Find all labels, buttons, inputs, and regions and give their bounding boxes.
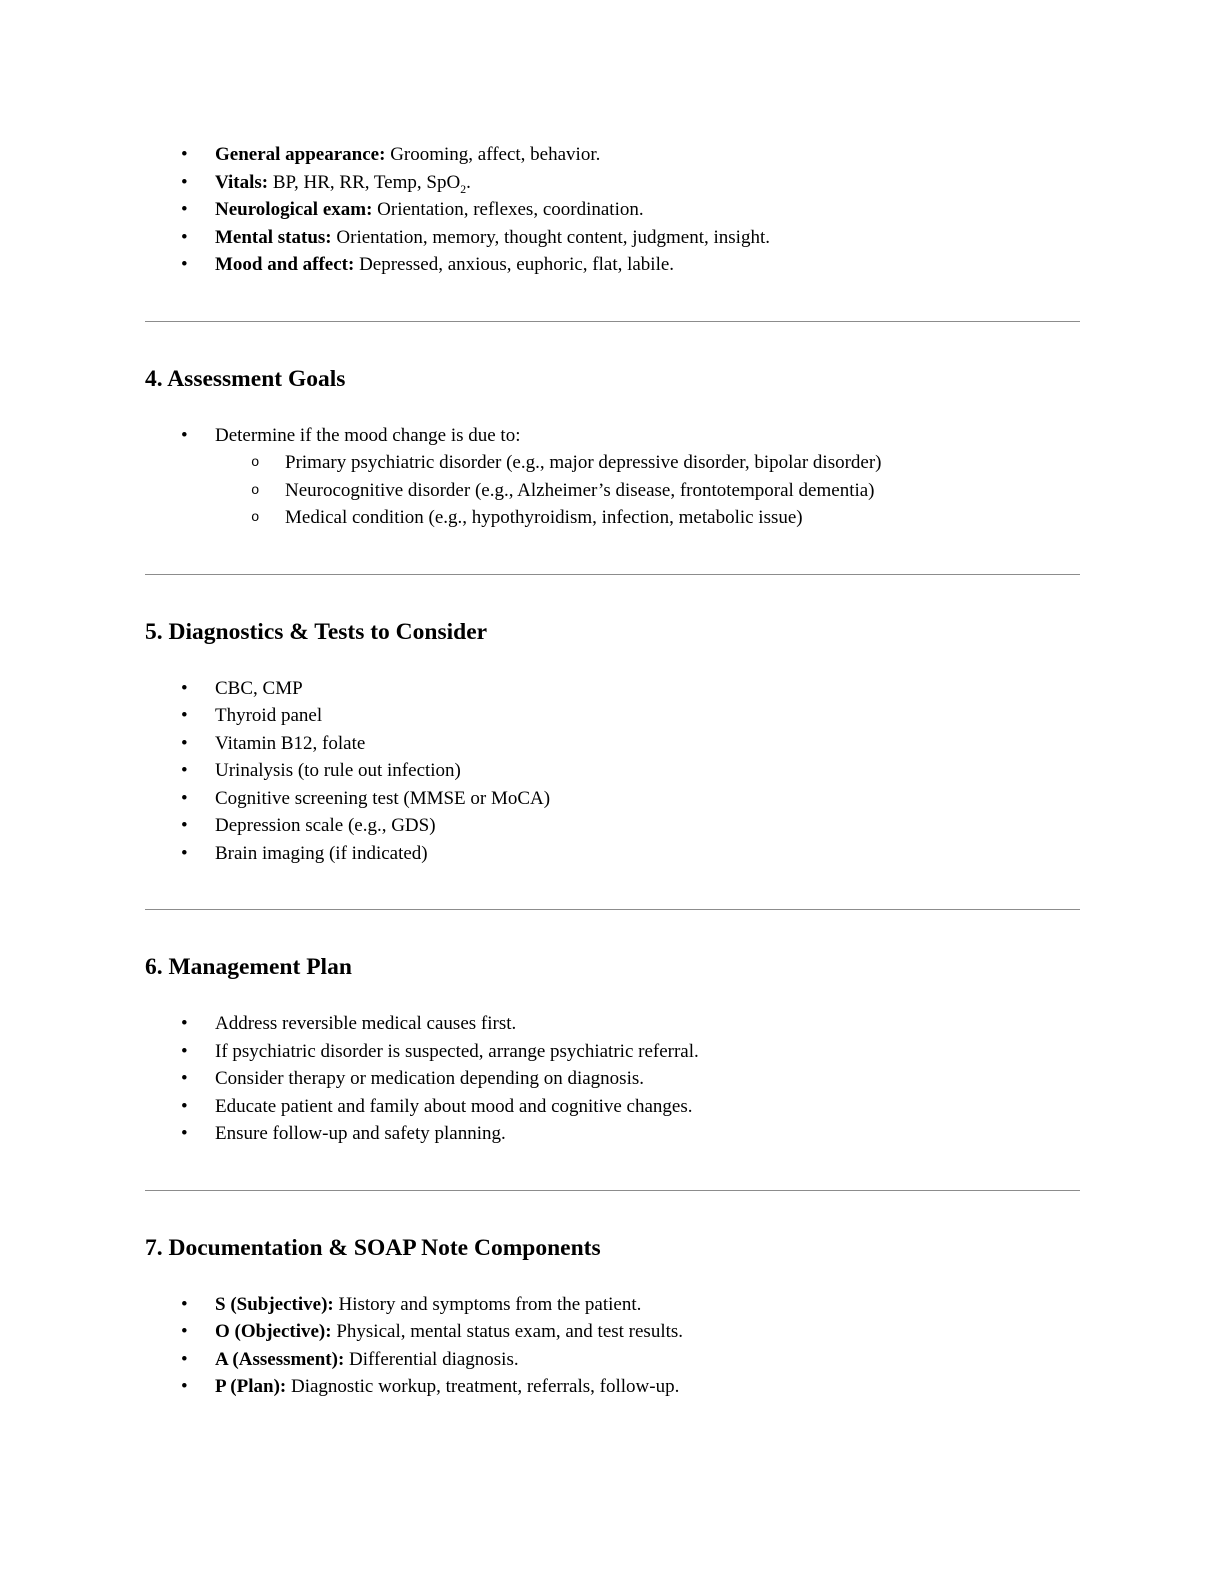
item-label: Mood and affect: bbox=[215, 254, 355, 275]
list-item bbox=[145, 1120, 1080, 1148]
item-text: Cognitive screening test (MMSE or MoCA) bbox=[215, 787, 551, 809]
item-subscript: 2 bbox=[460, 182, 467, 196]
item-label: General appearance: bbox=[215, 144, 386, 165]
item-text-after: . bbox=[466, 171, 471, 193]
item-text: CBC, CMP bbox=[215, 677, 303, 699]
item-label: P (Plan): bbox=[215, 1376, 287, 1397]
item-text: Educate patient and family about mood and cognitive changes. bbox=[215, 1095, 693, 1117]
section-heading-documentation-soap: 7. Documentation & SOAP Note Components bbox=[145, 1234, 601, 1261]
item-text: Physical, mental status exam, and test results. bbox=[331, 1321, 684, 1342]
section-heading-diagnostics: 5. Diagnostics & Tests to Consider bbox=[145, 618, 488, 645]
item-label: Neurological exam: bbox=[215, 199, 373, 220]
item-text: Urinalysis (to rule out infection) bbox=[215, 760, 461, 781]
list-item bbox=[145, 196, 1080, 224]
sub-list-item bbox=[215, 477, 1080, 505]
divider bbox=[145, 574, 1080, 575]
management-plan-list bbox=[145, 1010, 1080, 1148]
item-text: Neurocognitive disorder (e.g., Alzheimer’s disease, frontotemporal dementia) bbox=[285, 479, 875, 501]
item-text: Orientation, memory, thought content, judgment, insight. bbox=[331, 226, 770, 248]
divider bbox=[145, 1190, 1080, 1191]
sub-list-item bbox=[215, 449, 1080, 477]
item-text: Orientation, reflexes, coordination. bbox=[372, 199, 644, 220]
list-item bbox=[145, 422, 1080, 532]
list-item bbox=[145, 1038, 1080, 1066]
item-text: Address reversible medical causes first. bbox=[215, 1013, 517, 1034]
item-text: History and symptoms from the patient. bbox=[333, 1293, 642, 1315]
list-item bbox=[145, 675, 1080, 703]
list-item bbox=[145, 224, 1080, 252]
item-text: Consider therapy or medication depending on diagnosis. bbox=[215, 1068, 644, 1089]
list-item bbox=[145, 169, 1080, 197]
item-text: Brain imaging (if indicated) bbox=[215, 842, 428, 864]
list-item bbox=[145, 1373, 1080, 1401]
item-text: Vitamin B12, folate bbox=[215, 732, 366, 754]
item-text: Ensure follow-up and safety planning. bbox=[215, 1123, 506, 1144]
list-item bbox=[145, 730, 1080, 758]
item-label: O (Objective): bbox=[215, 1321, 332, 1342]
list-item bbox=[145, 141, 1080, 169]
section-heading-management-plan: 6. Management Plan bbox=[145, 954, 352, 980]
divider bbox=[145, 909, 1080, 910]
list-item bbox=[145, 1346, 1080, 1374]
list-item bbox=[145, 702, 1080, 730]
list-item bbox=[145, 812, 1080, 840]
item-text: Grooming, affect, behavior. bbox=[385, 144, 601, 165]
item-text: Depression scale (e.g., GDS) bbox=[215, 815, 436, 836]
item-text: Depressed, anxious, euphoric, flat, labile. bbox=[354, 254, 675, 275]
item-text: If psychiatric disorder is suspected, arrange psychiatric referral. bbox=[215, 1040, 699, 1062]
list-item bbox=[145, 1318, 1080, 1346]
item-text: Thyroid panel bbox=[215, 705, 323, 726]
list-item bbox=[145, 251, 1080, 279]
list-item bbox=[145, 1093, 1080, 1121]
list-item bbox=[145, 757, 1080, 785]
assessment-goals-list bbox=[145, 422, 1080, 532]
list-item bbox=[145, 785, 1080, 813]
list-item bbox=[145, 1010, 1080, 1038]
list-item bbox=[145, 1065, 1080, 1093]
item-text: Differential diagnosis. bbox=[344, 1348, 519, 1370]
item-label: Mental status: bbox=[215, 226, 332, 248]
item-label: Vitals: bbox=[215, 171, 269, 193]
item-text: Diagnostic workup, treatment, referrals, follow-up. bbox=[286, 1376, 680, 1397]
soap-components-list bbox=[145, 1291, 1080, 1401]
item-label: A (Assessment): bbox=[215, 1348, 345, 1370]
item-text: Primary psychiatric disorder (e.g., major depressive disorder, bipolar disorder) bbox=[285, 452, 882, 473]
diagnostics-list bbox=[145, 675, 1080, 868]
assessment-goals-sublist bbox=[215, 449, 1080, 532]
item-text: Medical condition (e.g., hypothyroidism, infection, metabolic issue) bbox=[285, 507, 803, 528]
item-text: Determine if the mood change is due to: bbox=[215, 424, 521, 446]
list-item bbox=[145, 1291, 1080, 1319]
item-text: BP, HR, RR, Temp, SpO bbox=[268, 171, 461, 193]
exam-findings-list bbox=[145, 141, 1080, 279]
list-item bbox=[145, 840, 1080, 868]
divider bbox=[145, 321, 1080, 322]
sub-list-item bbox=[215, 504, 1080, 532]
item-label: S (Subjective): bbox=[215, 1293, 334, 1315]
section-heading-assessment-goals: 4. Assessment Goals bbox=[145, 365, 346, 392]
